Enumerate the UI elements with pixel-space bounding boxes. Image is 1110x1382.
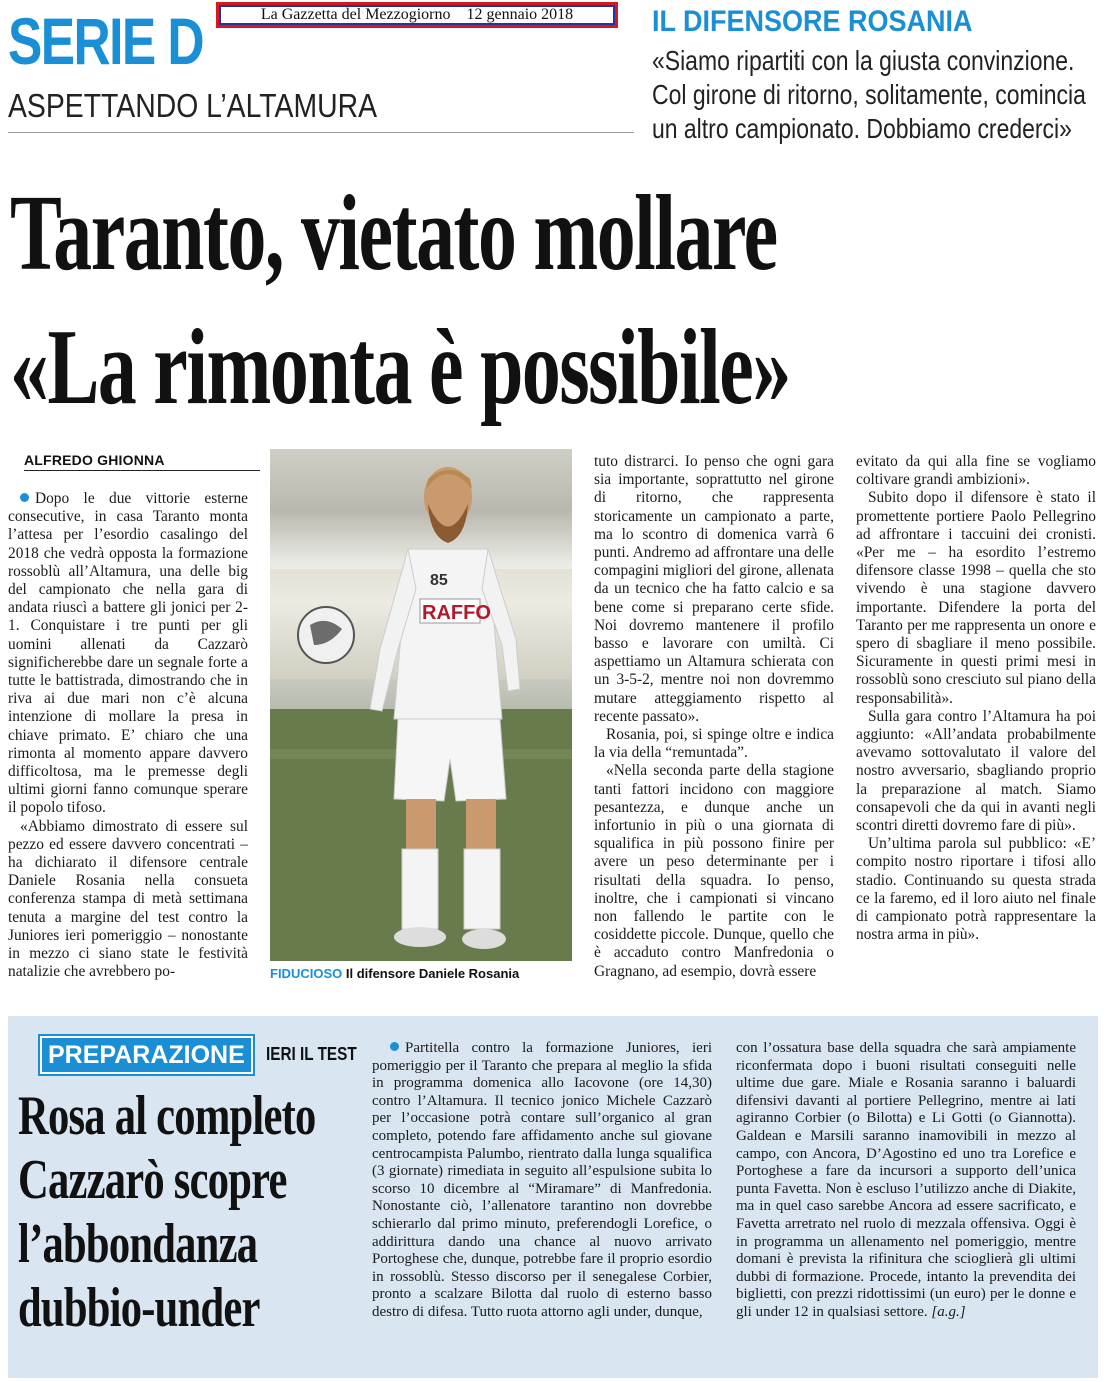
article-paragraph: «Abbiamo dimostrato di essere sul pezzo ed essere davvero concentrati – ha dichiarato il difensore centrale Daniele Rosania nella consueta conferenza stampa di metà settimana tenuta a margine del test contro la Juniores ieri pomeriggio – nonostante in mezzo ci siano state le festività natalizie che avrebbero po- <box>8 817 248 981</box>
photo-caption <box>270 966 519 981</box>
article-paragraph: tuto distrarci. Io penso che ogni gara sia importante, soprattutto nel girone di ritorno, che rappresenta storicamente un campionato a parte, ma lo scontro di domenica varrà 6 punti. Andremo ad affrontare una delle compagini migliori del girone, allenata da un tecnico che ha fatto calcio e sa bene come si preparano certe sfide. Noi dovremo mantenere il profilo basso e lavorare con umiltà. Ci aspettiamo un Altamura schierata con un 3-5-2, mentre noi non dovremmo mutare atteggiamento rispetto al recente passato». <box>594 453 834 725</box>
article-paragraph: evitato da qui alla fine se vogliamo coltivare grandi ambizioni». <box>856 453 1096 489</box>
caption-kicker: FIDUCIOSO <box>270 966 343 981</box>
newspaper-date-line: La Gazzetta del Mezzogiorno 12 gennaio 2018 <box>216 2 618 28</box>
sidebar-title-line: Cazzarò scopre <box>18 1149 287 1211</box>
player-photo <box>270 449 572 961</box>
sidebar-title-line: Rosa al completo <box>18 1085 316 1147</box>
headline-line-2: «La rimonta è possibile» <box>10 308 790 427</box>
sidebar-title-line: l’abbondanza <box>18 1213 258 1275</box>
article-column-2 <box>594 453 834 981</box>
sidebar-paragraph: con l’ossatura base della squadra che sarà ampiamente riconfermata dopo i buoni risultati conseguiti nelle ultime due gare. Miale e Rosania saranno i baluardi difensivi davanti al portiere Pellegrino, mentre ai lati agiranno Corbier (o Bilotta) e Li Gotti (o Giannotta). Galdean e Marsili saranno inamovibili in mezzo al campo, con Ancora, D’Agostino ed uno tra Lorefice e Portoghese a fare da incursori a supporto dell’unica punta Favetta. Non è escluso l’utilizzo anche di Diakite, ma in quel caso sarebbe Ancora ad essere sacrificato, e Favetta arretrato nel ruolo di mezzala offensiva. Oggi è in programma un allenamento nel pomeriggio, mentre domani è prevista la rifinitura che scioglierà gli ultimi dubbi di formazione. Procede, intanto la prevendita dei biglietti, con prezzi ridottissimi (un euro) per le donne e gli under 12 in qualsiasi settore. <box>736 1040 1076 1320</box>
quote-kicker: IL DIFENSORE ROSANIA <box>652 5 973 38</box>
article-paragraph: «Nella seconda parte della stagione tanti fattori incidono con maggiore pesantezza, e dunque anche un infortunio in più o una giornata di squalifica in più possono finire per avere un peso determinante per i risultati della squadra. Io penso, inoltre, che i campionati si vincano non fallendo le partite con le cosiddette piccole. Dunque, quello che è accaduto contro Manfredonia o Gragnano, ad esempio, dovrà essere <box>594 762 834 980</box>
article-column-3 <box>856 453 1096 944</box>
caption-text: Il difensore Daniele Rosania <box>345 966 520 981</box>
byline-rule <box>24 470 260 471</box>
sidebar-tag: PREPARAZIONE <box>40 1036 253 1074</box>
article-paragraph: Rosania, poi, si spinge oltre e indica la via della “remuntada”. <box>594 726 834 762</box>
article-paragraph: Un’ultima parola sul pubblico: «E’ compito nostro riportare i tifosi allo stadio. Continuando su questa strada ce la faremo, ed il loro aiuto nel finale di campionato potrà rappresentare la nostra arma in più». <box>856 835 1096 944</box>
pull-quote-line: «Siamo ripartiti con la giusta convinzione. <box>652 45 1075 76</box>
bullet-icon <box>390 1042 399 1051</box>
section-divider <box>8 132 634 133</box>
section-subtitle: ASPETTANDO L’ALTAMURA <box>8 87 378 124</box>
article-paragraph: Sulla gara contro l’Altamura ha poi aggiunto: «All’andata probabilmente avevamo sottovalutato il valore del nostro avversario, sbagliando proprio la preparazione al match. Siamo consapevoli che da qui in avanti negli scontri diretti dovremo fare di più». <box>856 707 1096 835</box>
article-paragraph: Subito dopo il difensore è stato il promettente portiere Paolo Pellegrino ad affrontare i taccuini dei cronisti. «Per me – ha esordito l’estremo difensore classe 1998 – quella che sto vivendo è una stagione davvero importante. Difendere la porta del Taranto per me rappresenta un onore e spero di sbagliare il meno possibile. Sicuramente in questi primi mesi in rossoblù sono cresciuto sul piano della responsabilità». <box>856 489 1096 707</box>
jersey-number: 85 <box>430 572 448 589</box>
jersey-sponsor: RAFFO <box>422 602 491 624</box>
sidebar-tag-secondary: IERI IL TEST <box>266 1044 357 1064</box>
bullet-icon <box>20 493 29 502</box>
article-column-1 <box>8 490 248 981</box>
headline-line-1: Taranto, vietato mollare <box>10 174 777 293</box>
sidebar-column-1 <box>372 1040 712 1322</box>
pull-quote-line: Col girone di ritorno, solitamente, comincia <box>652 79 1086 110</box>
article-paragraph: Dopo le due vittorie esterne consecutive, in casa Taranto monta l’attesa per l’esordio casalingo del 2018 che vedrà opposta la formazione rossoblù all’Altamura, una delle big del campionato che nella gara di andata riuscì a battere gli jonici per 2-1. Conquistare i tre punti per gli uomini allenati da Cazzarò significherebbe dare un segnale forte a tutte le battistrada, dimostrando che in riva ai due mari non c’è alcuna intenzione di mollare la presa in chiave primato. E’ chiaro che una rimonta al momento appare davvero difficoltosa, ma le premesse degli ultimi giorni fanno comunque sperare il popolo tifoso. <box>8 490 248 817</box>
byline: ALFREDO GHIONNA <box>24 452 165 468</box>
section-title: SERIE D <box>8 4 204 78</box>
sidebar-paragraph: Partitella contro la formazione Juniores, ieri pomeriggio per il Taranto che prepara al meglio la sfida in programma domenica allo Iacovone (ore 14,30) contro l’Altamura. Il tecnico jonico Michele Cazzarò per l’occasione potrà contare sull’organico al gran completo, potendo fare affidamento anche sul giovane centrocampista Palumbo, rientrato dalla lunga squalifica (3 giornate) rimediata in seguito all’espulsione subita lo scorso 10 dicembre al “Miramare” di Manfredonia. Nonostante ciò, l’allenatore tarantino non dovrebbe schierarlo dal primo minuto, preferendogli Lorefice, o addirittura dando una chance al nuovo arrivato Portoghese che, dunque, potrebbe fare il proprio esordio in rossoblù. Stesso discorso per il senegalese Corbier, pronto a scalzare Bilotta dal ruolo di esterno basso destro di difesa. Tutto ruota attorno agli under, dunque, <box>372 1040 712 1320</box>
sidebar-title-line: dubbio-under <box>18 1277 260 1339</box>
author-signature: [a.g.] <box>931 1303 966 1320</box>
sidebar-column-2 <box>736 1040 1076 1322</box>
pull-quote-line: un altro campionato. Dobbiamo crederci» <box>652 113 1072 144</box>
player-illustration <box>270 449 572 961</box>
